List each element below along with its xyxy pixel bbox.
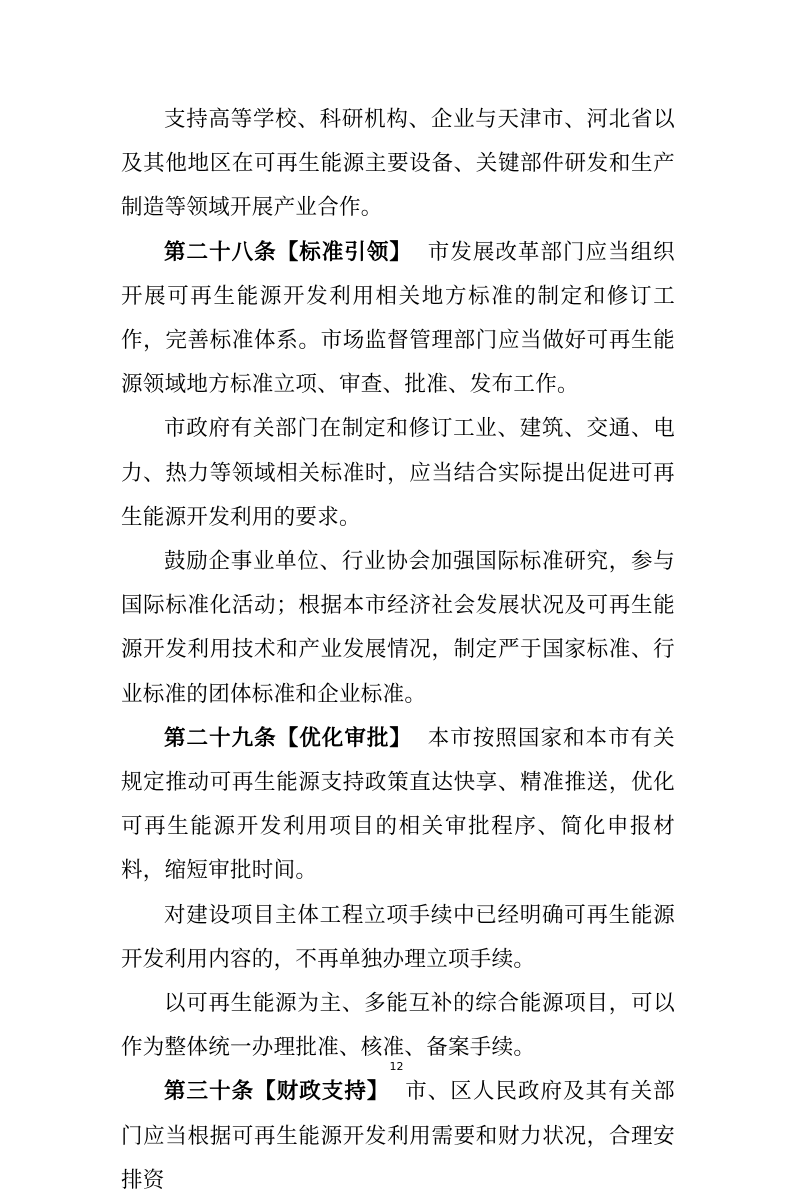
article-29-text: 本市按照国家和本市有关规定推动可再生能源支持政策直达快享、精准推送，优化可再生能源开发利用项目的相关审批程序、简化申报材料，缩短审批时间。	[121, 725, 675, 884]
article-30-heading: 第三十条【财政支持】	[164, 1079, 390, 1105]
paragraph-7	[121, 982, 675, 1070]
article-29-paragraph	[121, 717, 675, 894]
document-body	[121, 98, 675, 1203]
article-29-heading: 第二十九条【优化审批】	[164, 725, 412, 751]
paragraph-6	[121, 894, 675, 982]
paragraph-1	[121, 98, 675, 231]
paragraph-7-text: 以可再生能源为主、多能互补的综合能源项目，可以作为整体统一办理批准、核准、备案手续。	[121, 991, 675, 1061]
article-30-text: 市、区人民政府及其有关部门应当根据可再生能源开发利用需要和财力状况，合理安排资	[121, 1079, 675, 1193]
paragraph-1-text: 支持高等学校、科研机构、企业与天津市、河北省以及其他地区在可再生能源主要设备、关键部件研发和生产制造等领域开展产业合作。	[121, 107, 675, 221]
article-30-paragraph	[121, 1070, 675, 1203]
paragraph-3	[121, 407, 675, 540]
paragraph-4-text: 鼓励企事业单位、行业协会加强国际标准研究，参与国际标准化活动；根据本市经济社会发展状况及可再生能源开发利用技术和产业发展情况，制定严于国家标准、行业标准的团体标准和企业标准。	[121, 549, 675, 707]
paragraph-6-text: 对建设项目主体工程立项手续中已经明确可再生能源开发利用内容的，不再单独办理立项手续。	[121, 902, 675, 972]
article-28-heading: 第二十八条【标准引领】	[164, 239, 412, 265]
paragraph-4	[121, 540, 675, 717]
paragraph-3-text: 市政府有关部门在制定和修订工业、建筑、交通、电力、热力等领域相关标准时，应当结合实际提出促进可再生能源开发利用的要求。	[121, 416, 675, 530]
article-28-paragraph	[121, 231, 675, 408]
article-28-text: 市发展改革部门应当组织开展可再生能源开发利用相关地方标准的制定和修订工作，完善标准体系。市场监督管理部门应当做好可再生能源领域地方标准立项、审查、批准、发布工作。	[121, 239, 675, 398]
page-number: 12	[389, 1060, 404, 1073]
